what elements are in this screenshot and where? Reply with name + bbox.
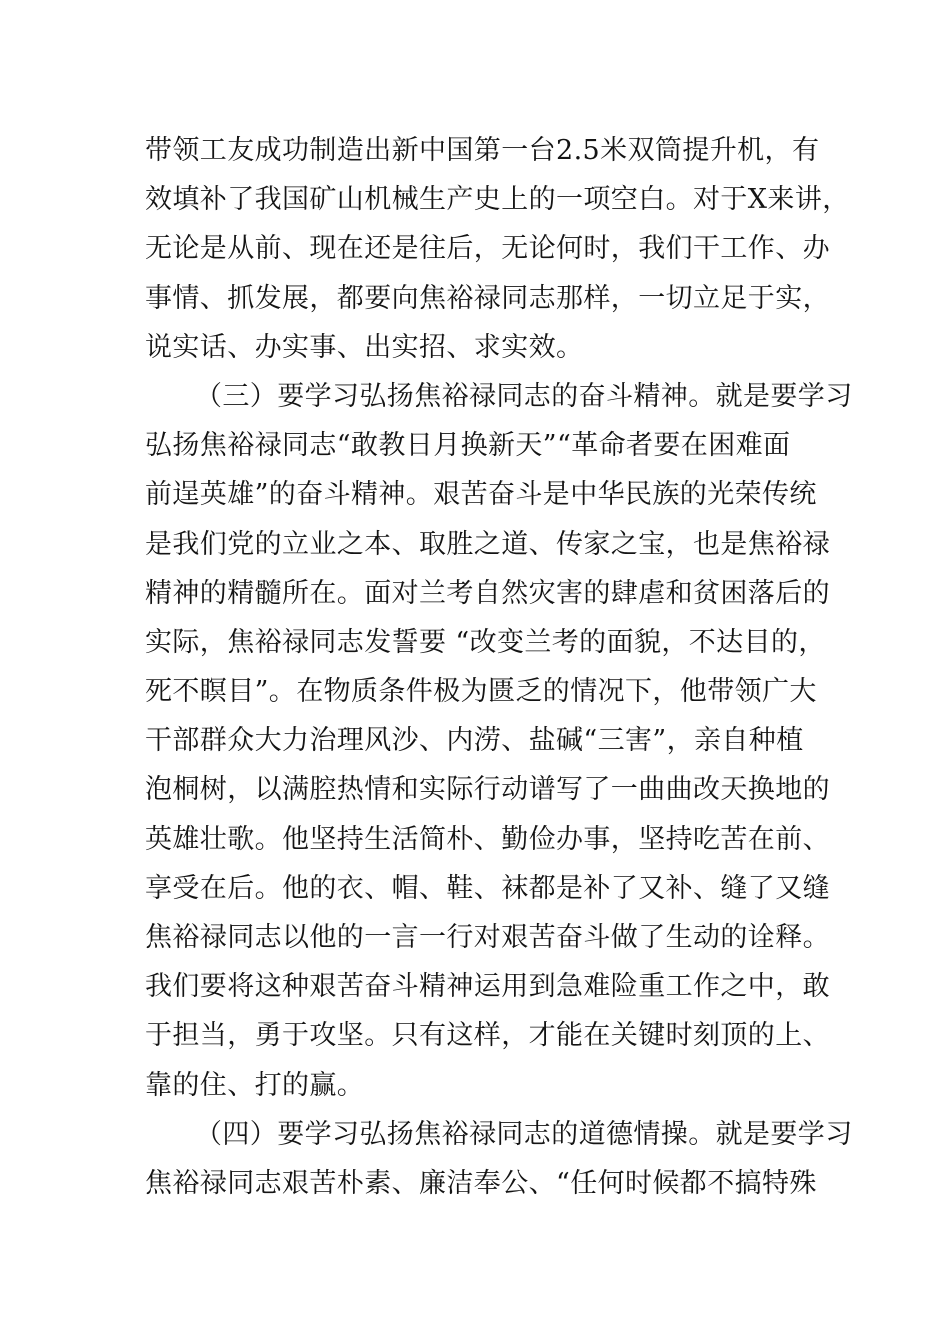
text-line: 享受在后。他的衣、帽、鞋、袜都是补了又补、缝了又缝 bbox=[145, 872, 830, 904]
text-line: 靠的住、打的赢。 bbox=[145, 1069, 365, 1101]
text-line: 泡桐树，以满腔热情和实际行动谱写了一曲曲改天换地的 bbox=[145, 774, 830, 806]
text-line: 焦裕禄同志以他的一言一行对艰苦奋斗做了生动的诠释。 bbox=[145, 922, 830, 953]
text-line: 死不瞑目”。在物质条件极为匮乏的情况下，他带领广大 bbox=[145, 676, 817, 708]
text-line: 焦裕禄同志艰苦朴素、廉洁奉公、“任何时候都不搞特殊 bbox=[145, 1167, 817, 1199]
text-line: 事情、抓发展，都要向焦裕禄同志那样，一切立足于实， bbox=[145, 282, 830, 314]
text-line: 实际，焦裕禄同志发誓要 “改变兰考的面貌，不达目的， bbox=[145, 626, 826, 658]
text-line: 英雄壮歌。他坚持生活简朴、勤俭办事，坚持吃苦在前、 bbox=[145, 823, 830, 855]
text-line: 干部群众大力治理风沙、内涝、盐碱“三害”，亲自种植 bbox=[145, 725, 804, 757]
text-line: 前逞英雄”的奋斗精神。艰苦奋斗是中华民族的光荣传统 bbox=[145, 479, 817, 511]
text-line: 带领工友成功制造出新中国第一台2.5米双筒提升机，有 bbox=[145, 135, 820, 166]
text-line: 我们要将这种艰苦奋斗精神运用到急难险重工作之中，敢 bbox=[145, 971, 830, 1003]
text-line: 效填补了我国矿山机械生产史上的一项空白。对于X来讲， bbox=[145, 184, 850, 216]
text-line: 无论是从前、现在还是往后，无论何时，我们干工作、办 bbox=[145, 233, 830, 265]
text-line: 精神的精髓所在。面对兰考自然灾害的肆虐和贫困落后的 bbox=[145, 577, 830, 609]
text-line: 是我们党的立业之本、取胜之道、传家之宝，也是焦裕禄 bbox=[145, 528, 830, 560]
section-heading-line: （三）要学习弘扬焦裕禄同志的奋斗精神。就是要学习 bbox=[195, 380, 853, 412]
text-line: 于担当，勇于攻坚。只有这样，才能在关键时刻顶的上、 bbox=[145, 1020, 830, 1052]
section-heading-line: （四）要学习弘扬焦裕禄同志的道德情操。就是要学习 bbox=[195, 1118, 853, 1150]
text-line: 弘扬焦裕禄同志“敢教日月换新天”“革命者要在困难面 bbox=[145, 430, 791, 462]
body-text bbox=[145, 126, 853, 1208]
text-line: 说实话、办实事、出实招、求实效。 bbox=[145, 331, 584, 363]
